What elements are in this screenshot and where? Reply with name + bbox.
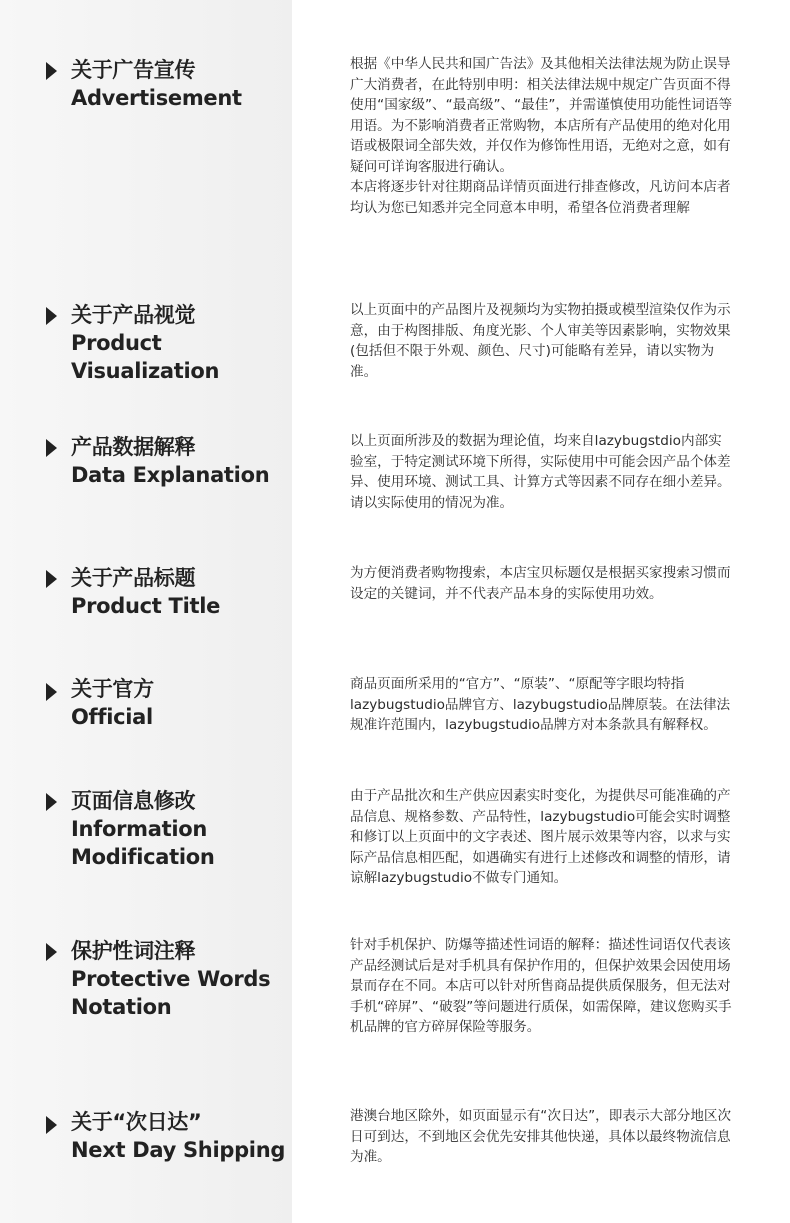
body-paragraph: 为方便消费者购物搜索，本店宝贝标题仅是根据买家搜索习惯而设定的关键词，并不代表产品本身的实际使用功效。 (350, 565, 731, 602)
body-paragraph: 根据《中华人民共和国广告法》及其他相关法律法规为防止误导广大消费者，在此特别申明：相关法律法规中规定广告页面不得使用“国家级”、“最高级”、“最佳”，并需谨慎使用功能性词语等用语。为不影响消费者正常购物，本店所有产品使用的绝对化用语或极限词全部失效，并仅作为修饰性用语，无绝对之意，如有疑问可详询客服进行确认。 (350, 56, 733, 175)
title-zh: 关于官方 (71, 677, 154, 701)
section-body (350, 563, 735, 604)
title-zh: 关于产品视觉 (71, 303, 196, 327)
section-title (71, 1108, 286, 1164)
section-title (71, 433, 286, 489)
section-body (350, 54, 735, 218)
title-en: Next Day Shipping (71, 1138, 286, 1162)
section-title (71, 56, 286, 112)
title-en: Advertisement (71, 86, 242, 110)
section-body (350, 431, 735, 513)
body-paragraph: 由于产品批次和生产供应因素实时变化，为提供尽可能准确的产品信息、规格参数、产品特性，lazybugstudio可能会实时调整和修订以上页面中的文字表述、图片展示效果等内容，以求与实际产品信息相匹配，如遇确实有进行上述修改和调整的情形，请谅解lazybugstudio不做专门通知。 (350, 788, 731, 886)
title-zh: 关于广告宣传 (71, 58, 196, 82)
title-en: Information Modification (71, 817, 215, 869)
title-en: Data Explanation (71, 463, 270, 487)
title-zh: 关于“次日达” (71, 1110, 202, 1134)
section-body (350, 674, 735, 736)
body-paragraph: 港澳台地区除外，如页面显示有“次日达”，即表示大部分地区次日可到达，不到地区会优先安排其他快递，具体以最终物流信息为准。 (350, 1108, 732, 1165)
section-body (350, 300, 735, 382)
section-title (71, 937, 286, 1021)
body-paragraph: 商品页面所采用的“官方”、“原装”、“原配等字眼均特指lazybugstudio品牌官方、lazybugstudio品牌原装。在法律法规准许范围内，lazybugstudio品牌方对本条款具有解释权。 (350, 676, 731, 733)
title-en: Protective Words Notation (71, 967, 271, 1019)
title-zh: 产品数据解释 (71, 435, 196, 459)
arrow-icon (46, 62, 57, 80)
section-title (71, 787, 286, 871)
section-body (350, 935, 735, 1038)
arrow-icon (46, 439, 57, 457)
title-en: Official (71, 705, 153, 729)
body-paragraph: 针对手机保护、防爆等描述性词语的解释：描述性词语仅代表该产品经测试后是对手机具有保护作用的，但保护效果会因使用场景而存在不同。本店可以针对所售商品提供质保服务，但无法对手机“碎屏”、“破裂”等问题进行质保，如需保障，建议您购买手机品牌的官方碎屏保险等服务。 (350, 937, 732, 1035)
section-title (71, 675, 286, 731)
arrow-icon (46, 570, 57, 588)
title-en: Product Visualization (71, 331, 220, 383)
title-zh: 保护性词注释 (71, 939, 196, 963)
title-en: Product Title (71, 594, 221, 618)
section-body (350, 786, 735, 889)
section-title (71, 301, 286, 385)
title-zh: 关于产品标题 (71, 566, 196, 590)
body-paragraph: 以上页面所涉及的数据为理论值，均来自lazybugstdio内部实验室，于特定测试环境下所得，实际使用中可能会因产品个体差异、使用环境、测试工具、计算方式等因素不同存在细小差异。请以实际使用的情况为准。 (350, 433, 731, 511)
title-zh: 页面信息修改 (71, 789, 196, 813)
arrow-icon (46, 1116, 57, 1134)
arrow-icon (46, 943, 57, 961)
section-body (350, 1106, 735, 1168)
body-paragraph: 以上页面中的产品图片及视频均为实物拍摄或模型渲染仅作为示意，由于构图排版、角度光影、个人审美等因素影响，实物效果(包括但不限于外观、颜色、尺寸)可能略有差异，请以实物为准。 (350, 302, 731, 380)
body-paragraph: 本店将逐步针对往期商品详情页面进行排查修改，凡访问本店者均认为您已知悉并完全同意本申明，希望各位消费者理解 (350, 179, 731, 216)
section-title (71, 564, 286, 620)
arrow-icon (46, 683, 57, 701)
arrow-icon (46, 307, 57, 325)
arrow-icon (46, 793, 57, 811)
